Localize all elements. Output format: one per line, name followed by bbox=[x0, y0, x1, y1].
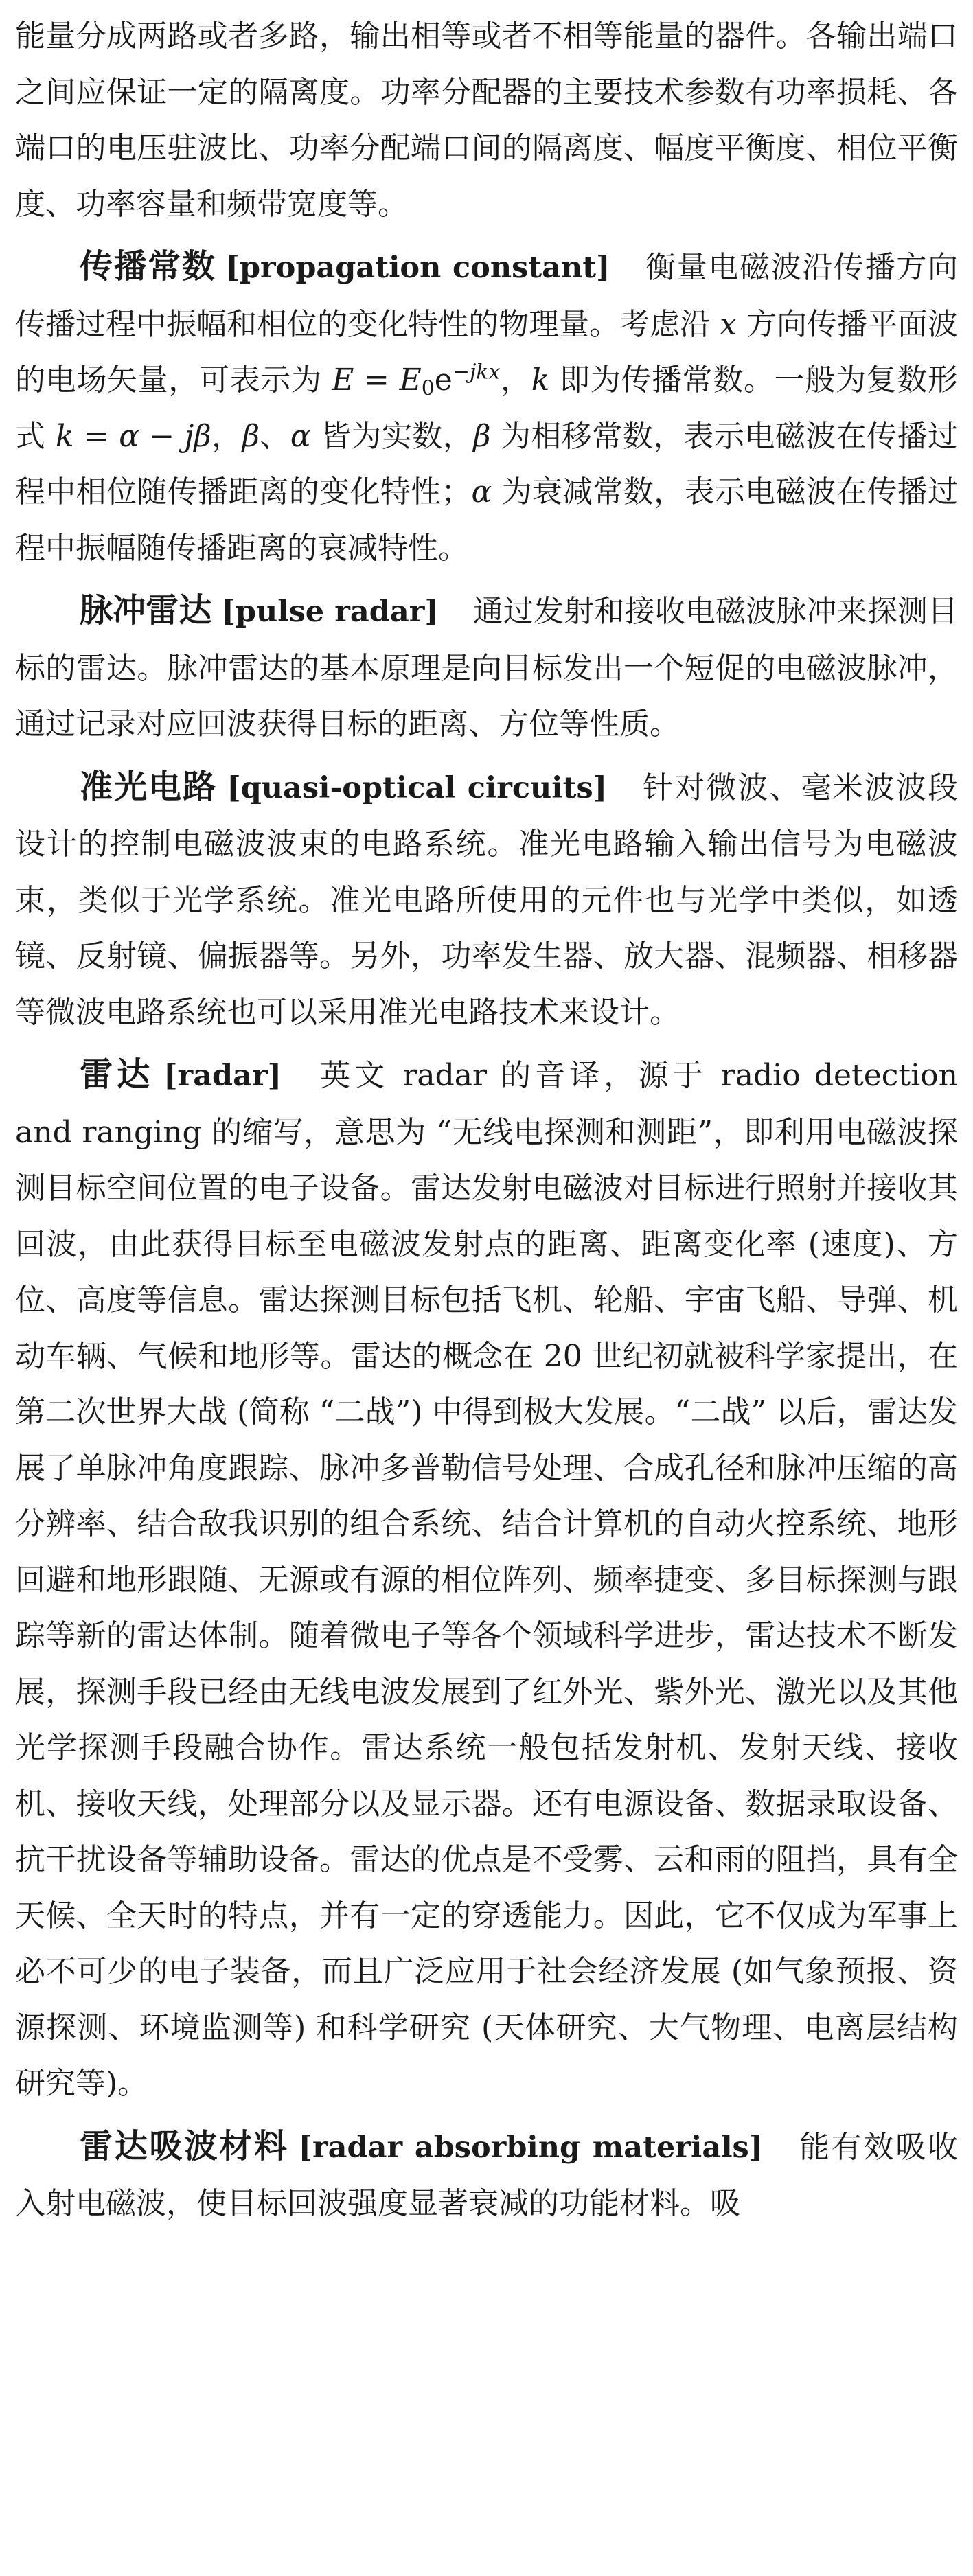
entry-pulse-radar bbox=[15, 583, 958, 752]
math-formula-complex-k: k = α − jβ bbox=[55, 418, 211, 454]
entry-body-text: 方向传播平面波的电场矢量，可表示为 bbox=[15, 306, 958, 398]
math-subscript-0: 0 bbox=[421, 376, 435, 401]
math-variable-alpha: α bbox=[471, 474, 492, 509]
entry-body-text: 衡量电磁波沿传播方向传播过程中振幅和相位的变化特性的物理量。考虑沿 bbox=[15, 250, 959, 342]
math-variable-beta: β bbox=[242, 418, 260, 454]
math-symbol-E0: E bbox=[399, 363, 422, 398]
entry-propagation-constant bbox=[15, 239, 958, 576]
entry-term-en: [radar absorbing materials] bbox=[298, 2130, 764, 2165]
entry-radar-absorbing-materials bbox=[15, 2119, 958, 2232]
entry-body-text: 即为传播常数。一般为复数形式 bbox=[15, 363, 958, 454]
math-equals: = bbox=[354, 363, 400, 398]
entry-term-en: [radar] bbox=[163, 1059, 282, 1093]
entry-body-text: 皆为实数， bbox=[310, 418, 474, 454]
entry-body-text: 为衰减常数，表示电磁波在传播过程中振幅随传播距离的衰减特性。 bbox=[15, 474, 958, 566]
math-exponential-base: e bbox=[434, 363, 453, 398]
document-page bbox=[15, 8, 958, 2232]
math-variable-x: x bbox=[720, 306, 737, 342]
math-symbol-E: E bbox=[332, 363, 354, 398]
entry-term-en: [propagation constant] bbox=[225, 251, 610, 285]
math-variable-alpha: α bbox=[290, 418, 311, 454]
math-exponent: −jkx bbox=[452, 360, 501, 384]
entry-body-text: 英文 radar 的音译，源于 radio detection and ranging 的缩写，意思为 “无线电探测和测距”，即利用电磁波探测目标空间位置的电子设备。雷达发射电磁波对目标进行照射并接收其回波，由此获得目标至电磁波发射点的距离、距离变化率 (速度)、方位、高度等信息。雷达探测目标包括飞机、轮船、宇宙飞船、导弹、机动车辆、气候和地形等。雷达的概念在 20 世纪初就被科学家提出，在第二次世界大战 (简称 “二战”) 中得到极大发展。“二战” 以后，雷达发展了单脉冲角度跟踪、脉冲多普勒信号处理、合成孔径和脉冲压缩的高分辨率、结合敌我识别的组合系统、结合计算机的自动火控系统、地形回避和地形跟随、无源或有源的相位阵列、频率捷变、多目标探测与跟踪等新的雷达体制。随着微电子等各个领域科学进步，雷达技术不断发展，探测手段已经由无线电波发展到了红外光、紫外光、激光以及其他光学探测手段融合协作。雷达系统一般包括发射机、发射天线、接收机、接收天线，处理部分以及显示器。还有电源设备、数据录取设备、抗干扰设备等辅助设备。雷达的优点是不受雾、云和雨的阻挡，具有全天候、全天时的特点，并有一定的穿透能力。因此，它不仅成为军事上必不可少的电子装备，而且广泛应用于社会经济发展 (如气象预报、资源探测、环境监测等) 和科学研究 (天体研究、大气物理、电离层结构研究等)。 bbox=[15, 1058, 958, 2101]
entry-radar bbox=[15, 1047, 958, 2112]
math-variable-beta: β bbox=[473, 418, 491, 454]
entry-body-text: ， bbox=[500, 363, 531, 398]
entry-body-text: 能有效吸收入射电磁波，使目标回波强度显著衰减的功能材料。吸 bbox=[15, 2129, 958, 2221]
entry-term-zh: 传播常数 bbox=[80, 247, 216, 286]
entry-body-text: 通过发射和接收电磁波脉冲来探测目标的雷达。脉冲雷达的基本原理是向目标发出一个短促的电磁波脉冲，通过记录对应回波获得目标的距离、方位等性质。 bbox=[15, 594, 958, 741]
entry-body-text: 针对微波、毫米波波段设计的控制电磁波波束的电路系统。准光电路输入输出信号为电磁波束，类似于光学系统。准光电路所使用的元件也与光学中类似，如透镜、反射镜、偏振器等。另外，功率发生器、放大器、混频器、相移器等微波电路系统也可以采用准光电路技术来设计。 bbox=[15, 770, 958, 1030]
entry-quasi-optical-circuits bbox=[15, 759, 958, 1041]
entry-term-zh: 脉冲雷达 bbox=[80, 591, 212, 630]
entry-term-en: [quasi-optical circuits] bbox=[227, 770, 608, 805]
entry-term-en: [pulse radar] bbox=[221, 595, 439, 629]
math-formula-plane-wave bbox=[332, 360, 501, 401]
entry-term-zh: 雷达吸波材料 bbox=[80, 2126, 289, 2165]
math-variable-k: k bbox=[531, 363, 550, 398]
entry-term-zh: 准光电路 bbox=[80, 767, 218, 806]
entry-body-text: 、 bbox=[260, 418, 290, 454]
entry-body-text: 为相移常数，表示电磁波在传播过程中相位随传播距离的变化特性； bbox=[15, 418, 958, 509]
entry-term-zh: 雷达 bbox=[80, 1055, 154, 1094]
intro-paragraph: 能量分成两路或者多路，输出相等或者不相等能量的器件。各输出端口之间应保证一定的隔离度。功率分配器的主要技术参数有功率损耗、各端口的电压驻波比、功率分配端口间的隔离度、幅度平衡度、相位平衡度、功率容量和频带宽度等。 bbox=[15, 19, 958, 222]
entry-body-text: ， bbox=[211, 418, 242, 454]
